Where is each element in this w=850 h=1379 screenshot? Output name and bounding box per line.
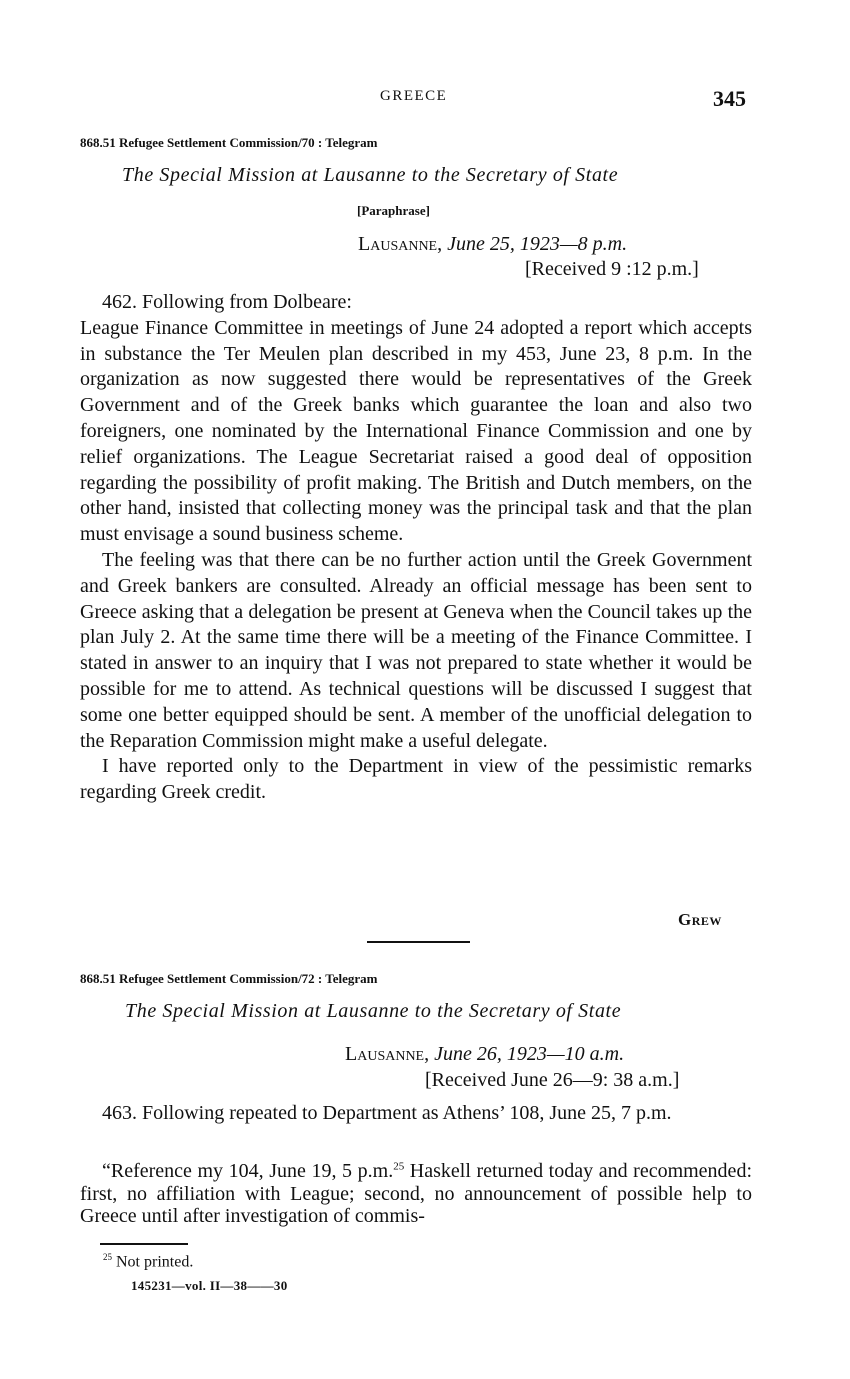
paragraph: The feeling was that there can be no further action until the Greek Government and Greek bankers are consulted. Already an official message has been sent to Greece asking that a delegation be present at Geneva when the Council takes up the plan July 2. At the same time there will be a meeting of the Finance Committee. I stated in answer to an inquiry that I was not prepared to state whether it would be possible for me to attend. As technical questions will be discussed I suggest that some one better equipped should be sent. A member of the unofficial delegation to the Reparation Commission might make a useful delegate. xyxy=(80,548,752,752)
paragraph: 463. Following repeated to Department as Athens’ 108, June 25, 7 p.m. xyxy=(102,1102,672,1124)
dateline-place: Lausanne, xyxy=(345,1043,430,1065)
telegram-body-1 xyxy=(80,290,752,806)
printer-imprint: 145231—vol. II—38——30 xyxy=(131,1278,288,1293)
received-time-1: [Received 9 :12 p.m.] xyxy=(525,258,699,280)
paragraph xyxy=(80,1160,752,1228)
telegram-body-2 xyxy=(80,1101,752,1127)
running-head: GREECE xyxy=(380,88,448,104)
file-reference-1: 868.51 Refugee Settlement Commission/70 : Telegram xyxy=(80,135,378,150)
dateline-1 xyxy=(358,233,627,256)
document-title-1: The Special Mission at Lausanne to the Secretary of State xyxy=(122,164,619,186)
dateline-date: June 25, 1923—8 p.m. xyxy=(447,233,628,255)
file-reference-2: 868.51 Refugee Settlement Commission/72 : Telegram xyxy=(80,971,378,986)
dateline-place: Lausanne, xyxy=(358,233,443,255)
footnote-marker: 25 xyxy=(103,1252,112,1262)
footnote-divider xyxy=(100,1243,188,1245)
paragraph: 462. Following from Dolbeare: xyxy=(102,291,352,313)
footnote-text: Not printed. xyxy=(116,1253,194,1271)
document-title-2: The Special Mission at Lausanne to the Secretary of State xyxy=(125,1000,622,1022)
quote-start: “Reference my 104, June 19, 5 p.m. xyxy=(102,1160,394,1182)
footnote-reference: 25 xyxy=(393,1160,405,1173)
page-number: 345 xyxy=(713,86,746,111)
dateline-date: June 26, 1923—10 a.m. xyxy=(434,1043,625,1065)
telegram-body-2-quote xyxy=(80,1160,752,1228)
quote-continuation: Haskell returned today and recommended: first, no affiliation with League; second, no announcement of possible help to Greece until after investigation of commis- xyxy=(80,1160,752,1227)
section-divider xyxy=(367,941,470,943)
paragraph: League Finance Committee in meetings of June 24 adopted a report which accepts in substance the Ter Meulen plan described in my 453, June 23, 8 p.m. In the organization as now suggested there would be representatives of the Greek Government and of the Greek banks which guarantee the loan and also two foreigners, one nominated by the International Finance Commission and one by relief organizations. The League Secretariat raised a good deal of opposition regarding the possibility of profit making. The British and Dutch members, on the other hand, insisted that collecting money was the principal task and that the plan must envisage a sound business scheme. xyxy=(80,316,752,546)
signature: Grew xyxy=(678,910,722,929)
paragraph: I have reported only to the Department in view of the pessimistic remarks regarding Greek credit. xyxy=(80,755,752,804)
received-time-2: [Received June 26—9: 38 a.m.] xyxy=(425,1069,680,1091)
paraphrase-label: [Paraphrase] xyxy=(357,203,430,218)
dateline-2 xyxy=(345,1043,624,1066)
footnote xyxy=(103,1252,193,1271)
